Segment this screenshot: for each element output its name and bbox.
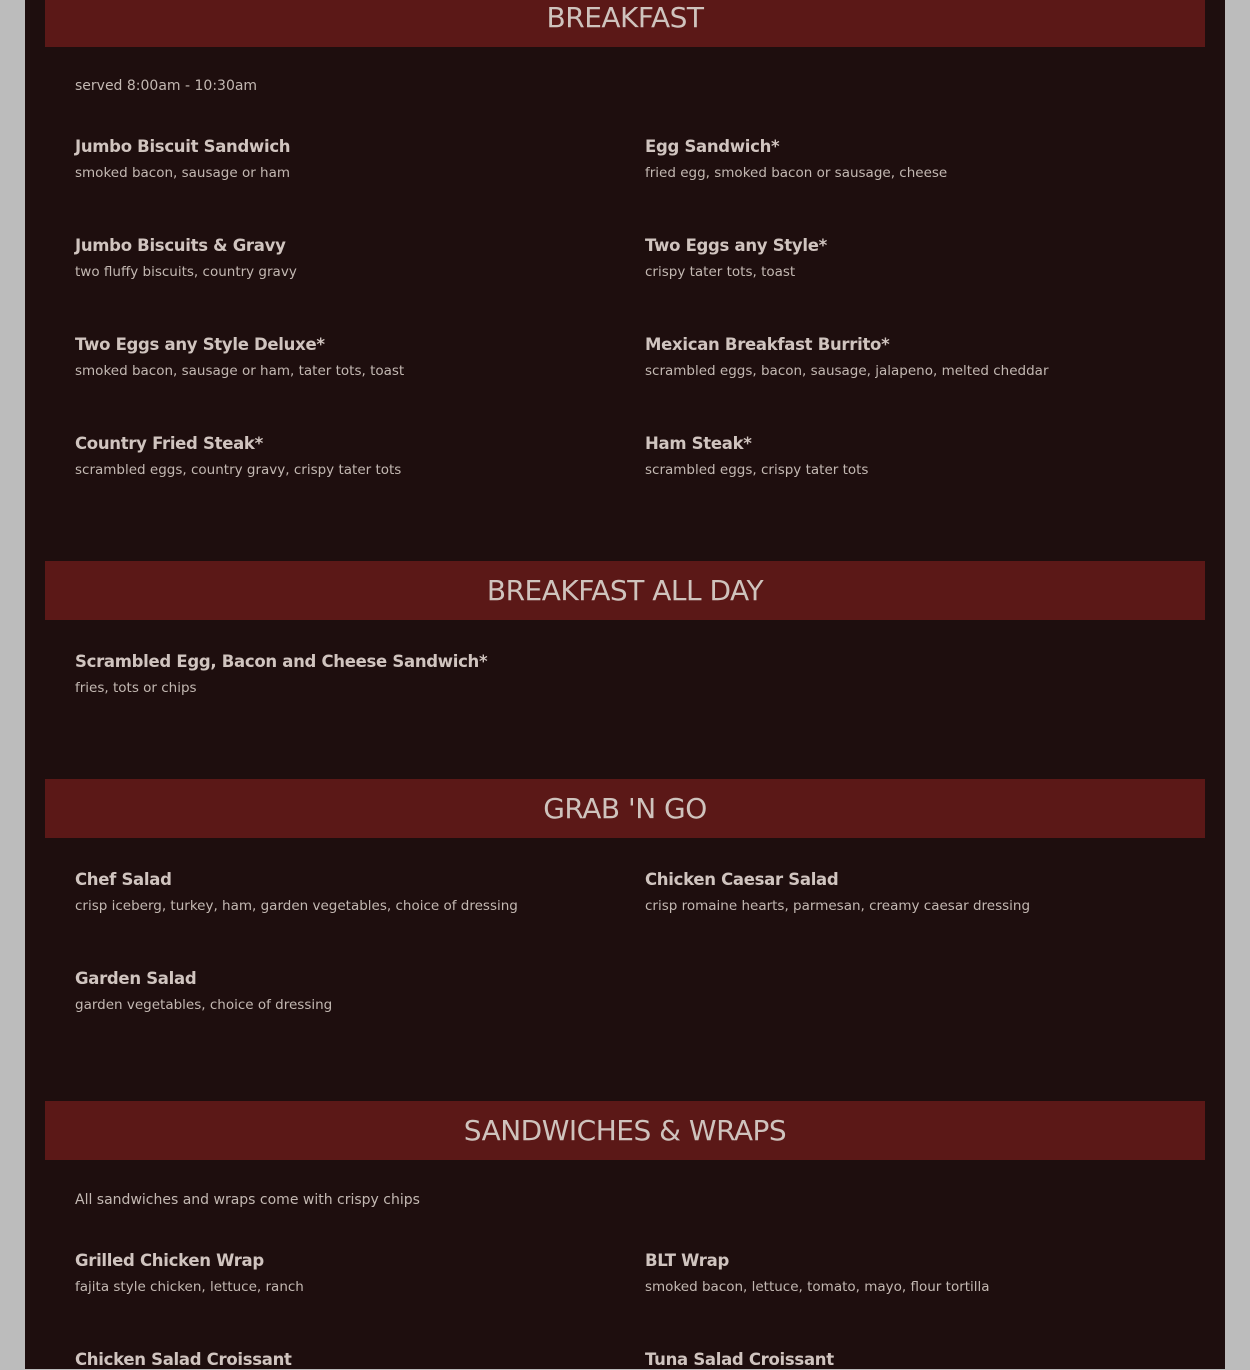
menu-item-name: Ham Steak* (645, 434, 752, 453)
menu-item-name: Jumbo Biscuit Sandwich (75, 137, 291, 156)
menu-item (645, 870, 1185, 915)
menu-item-description: fries, tots or chips (75, 680, 197, 696)
menu-item-description: two fluffy biscuits, country gravy (75, 264, 297, 280)
menu-item-description: smoked bacon, sausage or ham (75, 165, 291, 181)
menu-item (75, 335, 615, 380)
menu-item-name: Chicken Salad Croissant (75, 1350, 292, 1369)
menu-item-name: Scrambled Egg, Bacon and Cheese Sandwich* (75, 652, 488, 671)
menu-item (645, 1251, 1185, 1296)
menu-item-description: scrambled eggs, bacon, sausage, jalapeno, melted cheddar (645, 363, 1049, 379)
menu-item-name: BLT Wrap (645, 1251, 729, 1270)
menu-item-description: fajita style chicken, lettuce, ranch (75, 1279, 304, 1295)
menu-item-name: Grilled Chicken Wrap (75, 1251, 264, 1270)
menu-item (75, 1251, 615, 1296)
menu-item (645, 1350, 1185, 1370)
menu-item-description: scrambled eggs, crispy tater tots (645, 462, 869, 478)
section-header-breakfast-all-day: BREAKFAST ALL DAY (45, 561, 1205, 620)
menu-item (75, 652, 775, 697)
menu-item (75, 1350, 615, 1370)
menu-item-description: smoked bacon, sausage or ham, tater tots, toast (75, 363, 405, 379)
menu-item-description: scrambled eggs, country gravy, crispy tater tots (75, 462, 402, 478)
menu-item-name: Mexican Breakfast Burrito* (645, 335, 890, 354)
menu-item-name: Chicken Caesar Salad (645, 870, 839, 889)
menu-item (75, 870, 615, 915)
menu-item (645, 434, 1185, 479)
menu-item-description: crisp romaine hearts, parmesan, creamy caesar dressing (645, 898, 1031, 914)
menu-item (75, 434, 615, 479)
menu-item-name: Two Eggs any Style* (645, 236, 827, 255)
menu-item-description: crispy tater tots, toast (645, 264, 796, 280)
section-header-breakfast: BREAKFAST (45, 0, 1205, 47)
menu-item (645, 137, 1185, 182)
menu-page (25, 0, 1225, 1369)
section-header-grab-n-go: GRAB 'N GO (45, 779, 1205, 838)
menu-item-name: Tuna Salad Croissant (645, 1350, 834, 1369)
menu-item-description: fried egg, smoked bacon or sausage, cheese (645, 165, 948, 181)
menu-item-name: Two Eggs any Style Deluxe* (75, 335, 325, 354)
section-note-breakfast: served 8:00am - 10:30am (75, 78, 258, 94)
menu-item (75, 236, 615, 281)
menu-item (645, 236, 1185, 281)
section-note-sandwiches-wraps: All sandwiches and wraps come with crispy chips (75, 1192, 420, 1208)
menu-item-name: Chef Salad (75, 870, 172, 889)
menu-item (75, 137, 615, 182)
menu-item-description: garden vegetables, choice of dressing (75, 997, 333, 1013)
menu-item-name: Country Fried Steak* (75, 434, 263, 453)
menu-item-description: crisp iceberg, turkey, ham, garden vegetables, choice of dressing (75, 898, 518, 914)
menu-item (645, 335, 1185, 380)
menu-item-name: Jumbo Biscuits & Gravy (75, 236, 286, 255)
menu-item (75, 969, 615, 1014)
section-header-sandwiches-wraps: SANDWICHES & WRAPS (45, 1101, 1205, 1160)
menu-item-name: Egg Sandwich* (645, 137, 780, 156)
menu-item-description: smoked bacon, lettuce, tomato, mayo, flour tortilla (645, 1279, 990, 1295)
menu-item-name: Garden Salad (75, 969, 197, 988)
